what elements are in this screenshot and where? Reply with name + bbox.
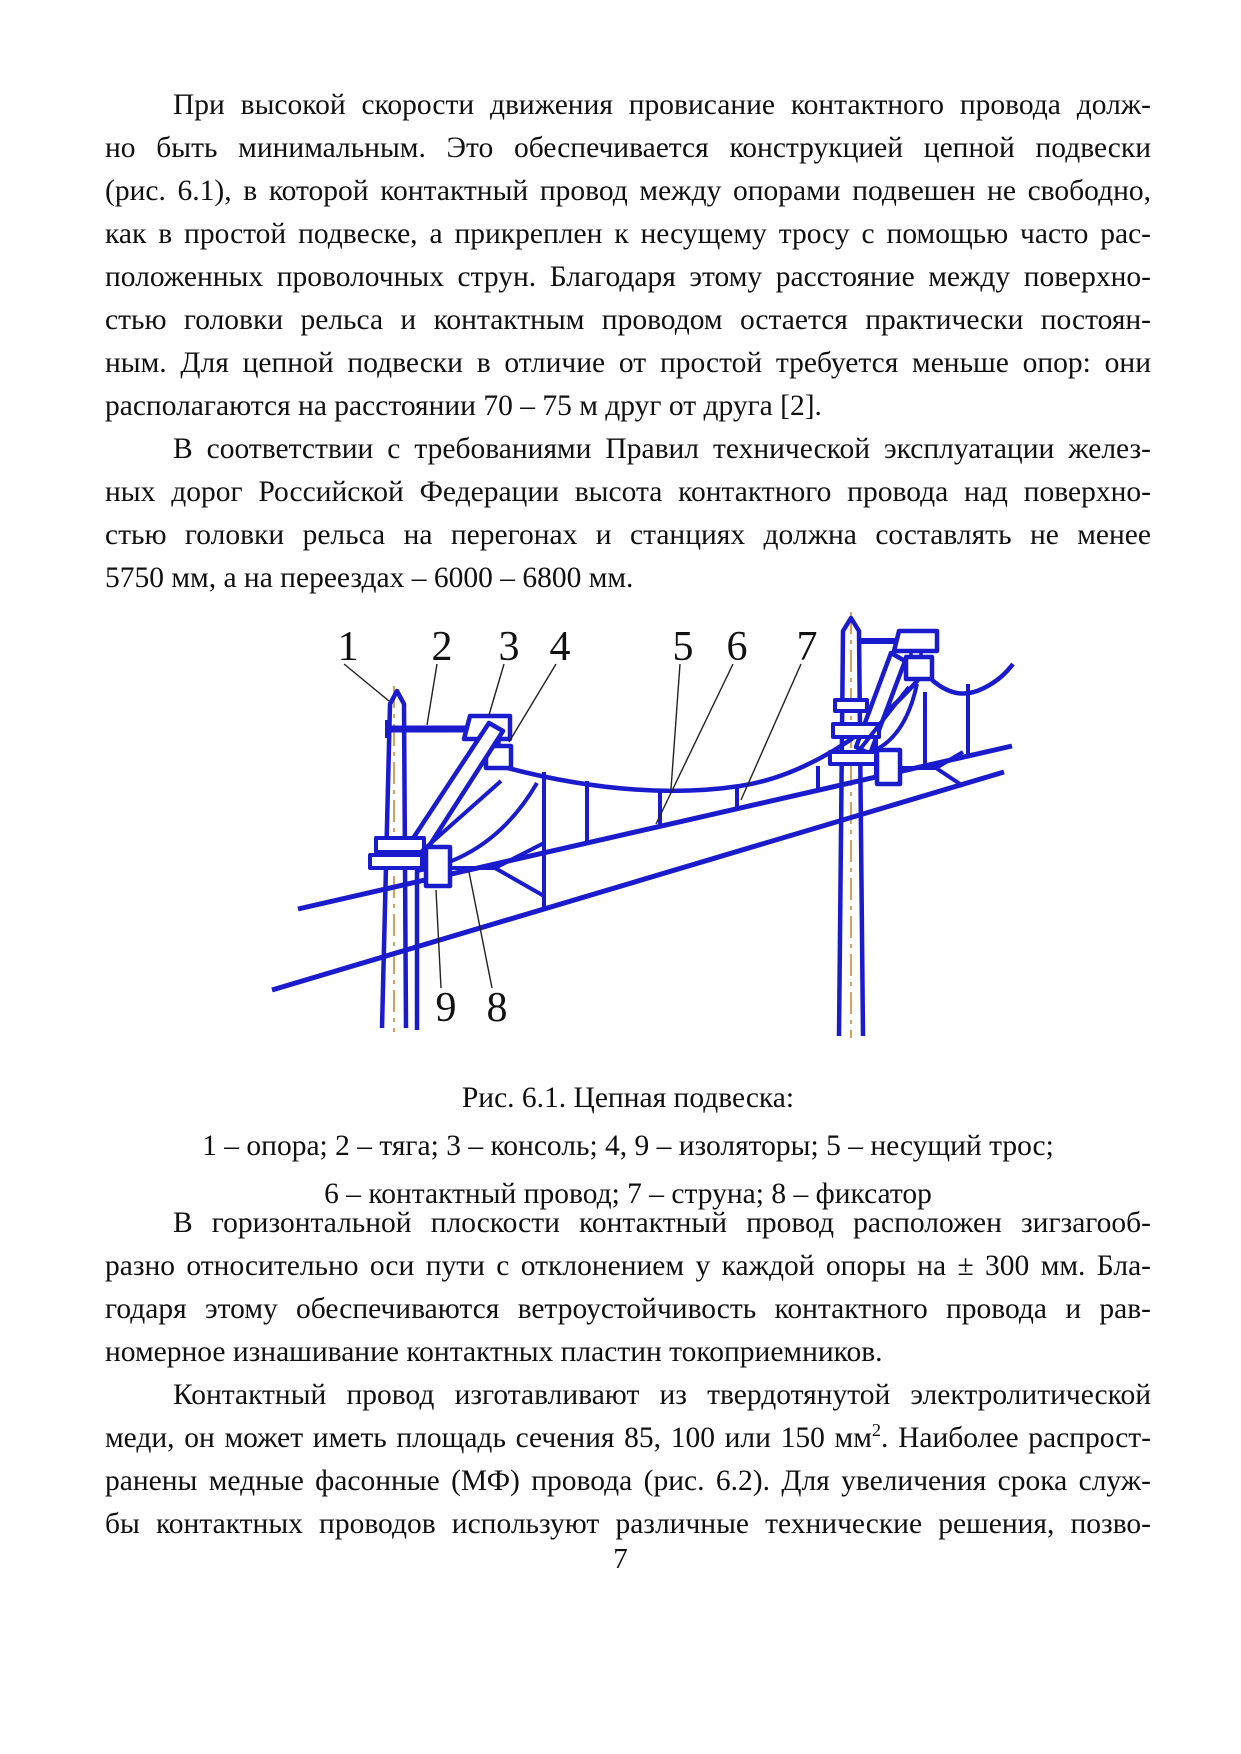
label-2: 2 xyxy=(431,624,453,670)
left-fixator-clamp xyxy=(370,855,422,868)
text-line: номерное изнашивание контактных пластин токоприемников. xyxy=(105,1336,883,1368)
right-pole-assembly xyxy=(830,618,963,1036)
label-1: 1 xyxy=(337,624,359,670)
paragraph-1 xyxy=(105,84,1151,428)
text-line: положенных проволочных струн. Благодаря этому расстояние между поверхно- xyxy=(105,261,1151,293)
text-line: ных дорог Российской Федерации высота контактного провода над поверхно- xyxy=(105,476,1151,508)
caption-title: Рис. 6.1. Цепная подвеска: xyxy=(461,1082,795,1114)
leader-2 xyxy=(427,664,437,725)
figure-6-1-diagram xyxy=(250,600,1030,1045)
leader-4 xyxy=(509,664,556,742)
text-line: годаря этому обеспечиваются ветроустойчивость контактного провода и рав- xyxy=(105,1293,1151,1325)
right-cap-insulator xyxy=(906,657,932,679)
text-line: В горизонтальной плоскости контактный провод расположен зигзагооб- xyxy=(173,1207,1151,1239)
messenger-wire-next-span xyxy=(932,664,1013,694)
figure-caption xyxy=(105,1074,1151,1218)
right-cantilever-cap xyxy=(894,631,937,651)
catenary-suspension-drawing xyxy=(250,600,1030,1045)
text-line: (рис. 6.1), в которой контактный провод между опорами подвешен не свободно, xyxy=(105,175,1151,207)
text-line: стью головки рельса на перегонах и станциях должна составлять не менее xyxy=(105,519,1151,551)
text-line: разно относительно оси пути с отклонением у каждой опоры на ± 300 мм. Бла- xyxy=(105,1250,1151,1282)
right-mid-clamp xyxy=(835,700,867,711)
label-4: 4 xyxy=(549,624,571,670)
text-line: но быть минимальным. Это обеспечивается конструкцией цепной подвески xyxy=(105,132,1151,164)
page-number: 7 xyxy=(613,1543,628,1575)
label-3: 3 xyxy=(498,624,520,670)
paragraph-4 xyxy=(105,1374,1151,1546)
text-line: располагаются на расстоянии 70 – 75 м друг от друга [2]. xyxy=(105,390,822,422)
text-line: ранены медные фасонные (МФ) провода (рис. 6.2). Для увеличения срока служ- xyxy=(105,1465,1151,1497)
right-fixator-insulator xyxy=(877,750,900,784)
fixator-arms xyxy=(495,843,544,896)
blue-linework xyxy=(272,618,1013,1036)
caption-legend-line-2: 6 – контактный провод; 7 – струна; 8 – фиксатор xyxy=(324,1178,932,1210)
leader-5 xyxy=(671,664,680,789)
figure-number-labels xyxy=(338,624,818,1031)
paragraph-3 xyxy=(105,1202,1151,1374)
insulator-9 xyxy=(426,847,450,886)
left-cantilever xyxy=(408,723,503,854)
leader-6 xyxy=(656,664,733,824)
text-line: Контактный провод изготавливают из твердотянутой электролитической xyxy=(173,1379,1151,1411)
text-line: меди, он может иметь площадь сечения 85, 100 или 150 $мм^2$. Наиболее распрост- xyxy=(105,1420,1152,1454)
text-line: бы контактных проводов используют различные технические решения, позво- xyxy=(105,1508,1151,1540)
pole-centerlines xyxy=(394,612,851,1038)
text-line: При высокой скорости движения провисание контактного провода долж- xyxy=(173,89,1151,121)
text-line: ным. Для цепной подвески в отличие от простой требуется меньше опор: они xyxy=(105,347,1151,379)
label-9: 9 xyxy=(435,985,457,1031)
paragraph-2 xyxy=(105,428,1151,600)
label-6: 6 xyxy=(726,624,748,670)
caption-legend-line-1: 1 – опора; 2 – тяга; 3 – консоль; 4, 9 – изоляторы; 5 – несущий трос; xyxy=(202,1130,1054,1162)
text-line: как в простой подвеске, а прикреплен к несущему тросу с помощью часто рас- xyxy=(105,218,1151,250)
label-5: 5 xyxy=(672,624,694,670)
right-fixator-clamp xyxy=(830,752,876,764)
text-line: В соответствии с требованиями Правил технической эксплуатации желез- xyxy=(173,433,1151,465)
text-line: стью головки рельса и контактным проводом остается практически постоян- xyxy=(105,304,1151,336)
text-line: 5750 мм, а на переездах – 6000 – 6800 мм. xyxy=(105,562,634,594)
left-cantilever-base-clamp xyxy=(376,838,424,852)
leader-3 xyxy=(489,664,504,715)
label-8: 8 xyxy=(486,985,508,1031)
label-7: 7 xyxy=(796,624,818,670)
leader-lines xyxy=(344,664,801,988)
